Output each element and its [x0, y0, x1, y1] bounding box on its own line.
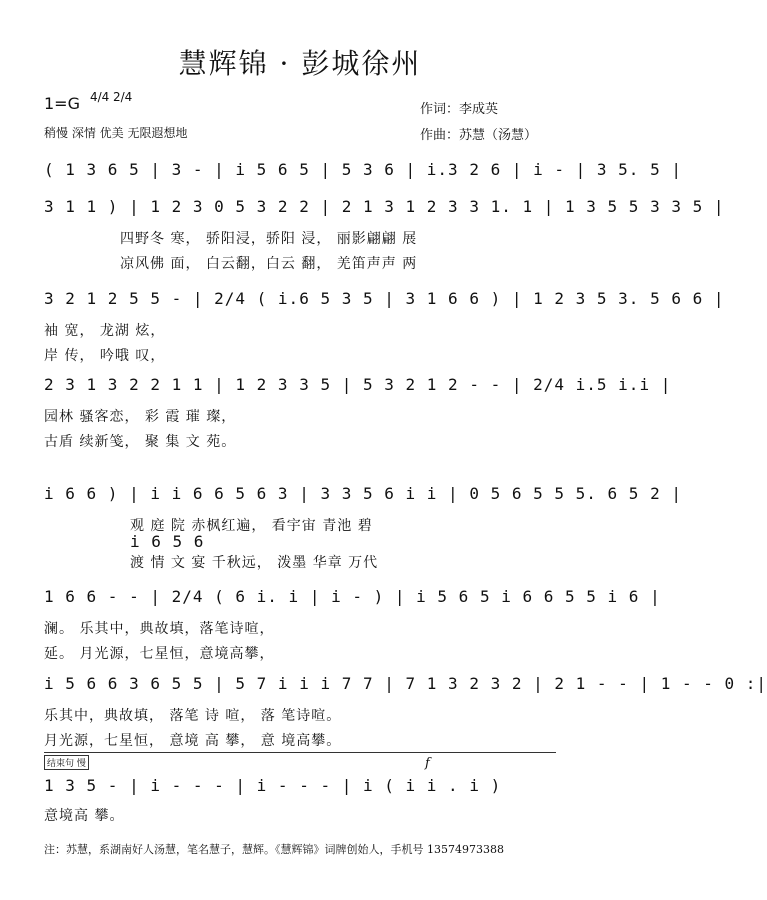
time-signature-2-4: 2/4 — [113, 90, 133, 104]
score-line-8: 1 3 5 - | i - - - | i - - - | i ( i i . i ) — [44, 776, 502, 795]
composer-credit: 作曲：苏慧（汤慧） — [420, 128, 538, 143]
lyric-line-6-verse-2: 延。 月光源，七星恒，意境高攀， — [44, 646, 275, 662]
score-line-2: 3 1 1 ) | 1 2 3 0 5 3 2 2 | 2 1 3 1 2 3 3 1. 1 | 1 3 5 5 3 3 5 | — [44, 197, 725, 216]
score-line-1: ( 1 3 6 5 | 3 - | i 5 6 5 | 5 3 6 | i.3 2 6 | i - | 3 5. 5 | — [44, 160, 682, 179]
alternate-notes: i 6 5 6 — [130, 532, 205, 551]
lyric-line-2-verse-2: 凉风佛 面， 白云翻，白云 翻， 羌笛声声 两 — [120, 256, 418, 272]
lyric-line-7-verse-2: 月光源，七星恒， 意境 高 攀， 意 境高攀。 — [44, 733, 342, 749]
lyric-line-3-verse-2: 岸 传， 吟哦 叹， — [44, 348, 166, 364]
score-line-3: 3 2 1 2 5 5 - | 2/4 ( i.6 5 3 5 | 3 1 6 6 ) | 1 2 3 5 3. 5 6 6 | — [44, 289, 725, 308]
score-line-7: i 5 6 6 3 6 5 5 | 5 7 i i i 7 7 | 7 1 3 2 3 2 | 2 1 - - | 1 - - 0 :| — [44, 674, 767, 693]
dynamic-marking: f — [425, 756, 430, 771]
page-title: 慧辉锦 · 彭城徐州 — [178, 47, 422, 80]
lyric-line-8: 意境高 攀。 — [44, 808, 125, 824]
lyric-line-5-verse-1: 观 庭 院 赤枫红遍， 看宇宙 青池 碧 — [130, 518, 373, 534]
lyric-line-4-verse-2: 古盾 续新笺， 聚 集 文 苑。 — [44, 434, 237, 450]
time-signature-4-4: 4/4 — [90, 90, 110, 104]
ending-section-label: 结束句 慢 — [44, 755, 89, 770]
score-line-6: 1 6 6 - - | 2/4 ( 6 i. i | i - ) | i 5 6 5 i 6 6 5 5 i 6 | — [44, 587, 661, 606]
score-line-5: i 6 6 ) | i i 6 6 5 6 3 | 3 3 5 6 i i | 0 5 6 5 5 5. 6 5 2 | — [44, 484, 682, 503]
key-signature: 1=G — [44, 94, 80, 113]
lyric-line-3-verse-1: 袖 宽， 龙湖 炫， — [44, 323, 166, 339]
lyric-line-7-verse-1: 乐其中，典故填， 落笔 诗 喧， 落 笔诗喧。 — [44, 708, 342, 724]
footnote: 注：苏慧，系湖南好人汤慧，笔名慧子，慧辉。《慧辉锦》词牌创始人，手机号 13574973388 — [44, 843, 504, 856]
lyric-line-6-verse-1: 澜。 乐其中，典故填，落笔诗喧， — [44, 621, 275, 637]
lyricist-credit: 作词：李成英 — [420, 102, 499, 117]
score-line-4: 2 3 1 3 2 2 1 1 | 1 2 3 3 5 | 5 3 2 1 2 - - | 2/4 i.5 i.i | — [44, 375, 672, 394]
coda-divider — [44, 752, 556, 753]
lyric-line-4-verse-1: 园林 骚客恋， 彩 霞 璀 璨， — [44, 409, 237, 425]
lyric-line-5-verse-2: 渡 情 文 宴 千秋远， 泼墨 华章 万代 — [130, 555, 379, 571]
expression-marking: 稍慢 深情 优美 无限遐想地 — [44, 126, 188, 140]
lyric-line-2-verse-1: 四野冬 寒， 骄阳浸，骄阳 浸， 丽影翩翩 展 — [120, 231, 418, 247]
